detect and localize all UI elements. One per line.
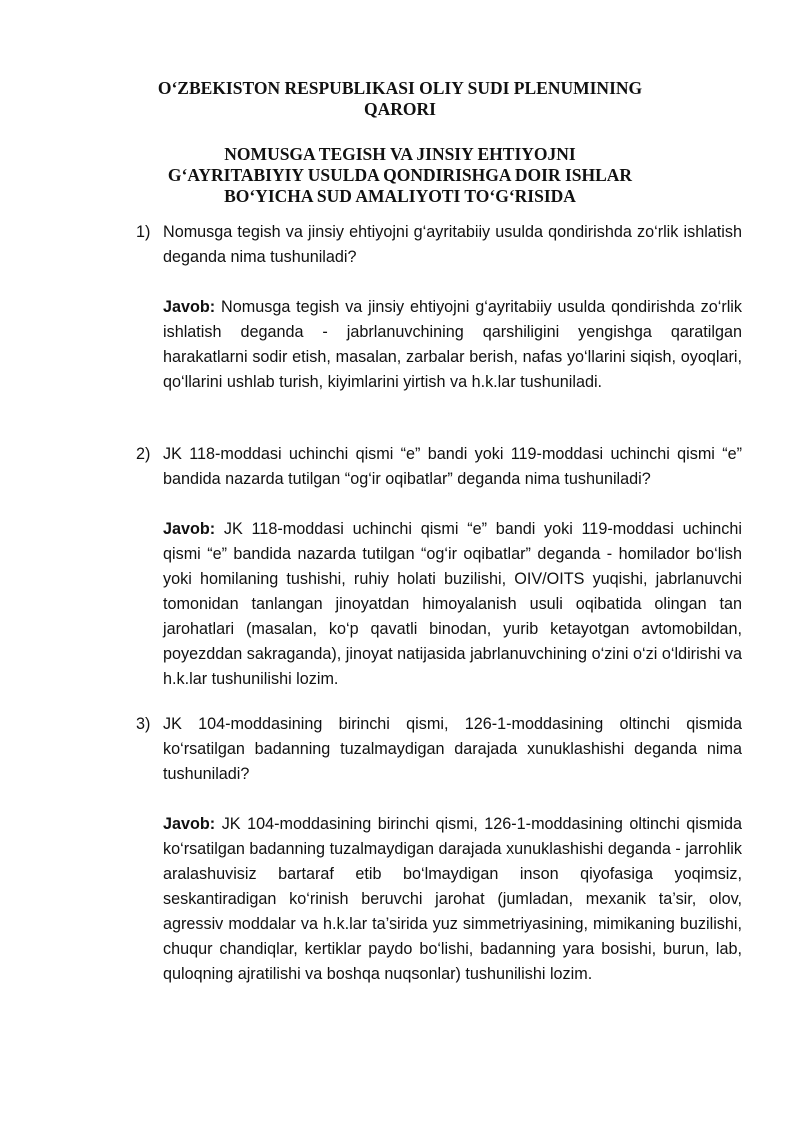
answer-text: Nomusga tegish va jinsiy ehtiyojni g‘ayritabiiy usulda qondirishda zo‘rlik ishlatish deganda - jabrlanuvchining qarshiligini yengishga qaratilgan harakatlarni sodir etish, masalan, zarbalar berish, nafas yo‘llarini siqish, oyoqlari, qo‘llarini ushlab turish, kiyimlarini yirtish va h.k.lar tushuniladi. bbox=[163, 298, 742, 391]
question-text: JK 118-moddasi uchinchi qismi “e” bandi yoki 119-moddasi uchinchi qismi “e” bandida nazarda tutilgan “og‘ir oqibatlar” deganda nima tushuniladi? bbox=[163, 445, 742, 488]
answer-paragraph bbox=[163, 295, 742, 395]
title-line-2: QARORI bbox=[364, 99, 436, 119]
item-number: 3) bbox=[136, 715, 151, 733]
answer-paragraph bbox=[163, 517, 742, 692]
subtitle-line-2: G‘AYRITABIYIY USULDA QONDIRISHGA DOIR ISHLAR bbox=[167, 165, 633, 185]
answer-label: Javob: bbox=[163, 520, 216, 538]
subtitle-line-1: NOMUSGA TEGISH VA JINSIY EHTIYOJNI bbox=[224, 144, 576, 164]
document-title bbox=[120, 78, 680, 120]
answer-label: Javob: bbox=[163, 815, 216, 833]
question-text: JK 104-moddasining birinchi qismi, 126-1-moddasining oltinchi qismida ko‘rsatilgan badanning tuzalmaydigan darajada xunuklashishi deganda nima tushuniladi? bbox=[163, 715, 742, 783]
answer-text: JK 118-moddasi uchinchi qismi “e” bandi yoki 119-moddasi uchinchi qismi “e” bandida nazarda tutilgan “og‘ir oqibatlar” deganda - homilador bo‘lish yoki homilaning tushishi, ruhiy holati buzilishi, OIV/OITS yuqishi, jabrlanuvchi tomonidan tanlangan jinoyatdan himoyalanish usuli oqibatida olingan tan jarohatlari (masalan, ko‘p qavatli binodan, yurib ketayotgan avtomobildan, poyezddan sakraganda), jinoyat natijasida jabrlanuvchining o‘zini o‘zi o‘ldirishi va h.k.lar tushunilishi lozim. bbox=[163, 520, 742, 688]
answer-text: JK 104-moddasining birinchi qismi, 126-1-moddasining oltinchi qismida ko‘rsatilgan badanning tuzalmaydigan darajada xunuklashishi deganda - jarrohlik aralashuvisiz bartaraf etib bo‘lmaydigan inson qiyofasiga yoqimsiz, seskantiradigan ko‘rinish beruvchi jarohat (jumladan, mexanik ta’sir, olov, agressiv moddalar va h.k.lar ta’sirida yuz simmetriyasining, mimikaning buzilishi, chuqur chandiqlar, kertiklar paydo bo‘lishi, badanning yara bosishi, burun, lab, quloqning ajratilishi va boshqa nuqsonlar) tushunilishi lozim. bbox=[163, 815, 742, 983]
document-subtitle bbox=[120, 144, 680, 207]
answer-paragraph bbox=[163, 812, 742, 987]
question-text: Nomusga tegish va jinsiy ehtiyojni g‘ayritabiiy usulda qondirishda zo‘rlik ishlatish deganda nima tushuniladi? bbox=[163, 223, 742, 266]
subtitle-line-3: BO‘YICHA SUD AMALIYOTI TO‘G‘RISIDA bbox=[224, 186, 576, 206]
item-number: 2) bbox=[136, 445, 151, 463]
title-line-1: O‘ZBEKISTON RESPUBLIKASI OLIY SUDI PLENUMINING bbox=[157, 78, 643, 98]
item-number: 1) bbox=[136, 223, 151, 241]
answer-label: Javob: bbox=[163, 298, 216, 316]
